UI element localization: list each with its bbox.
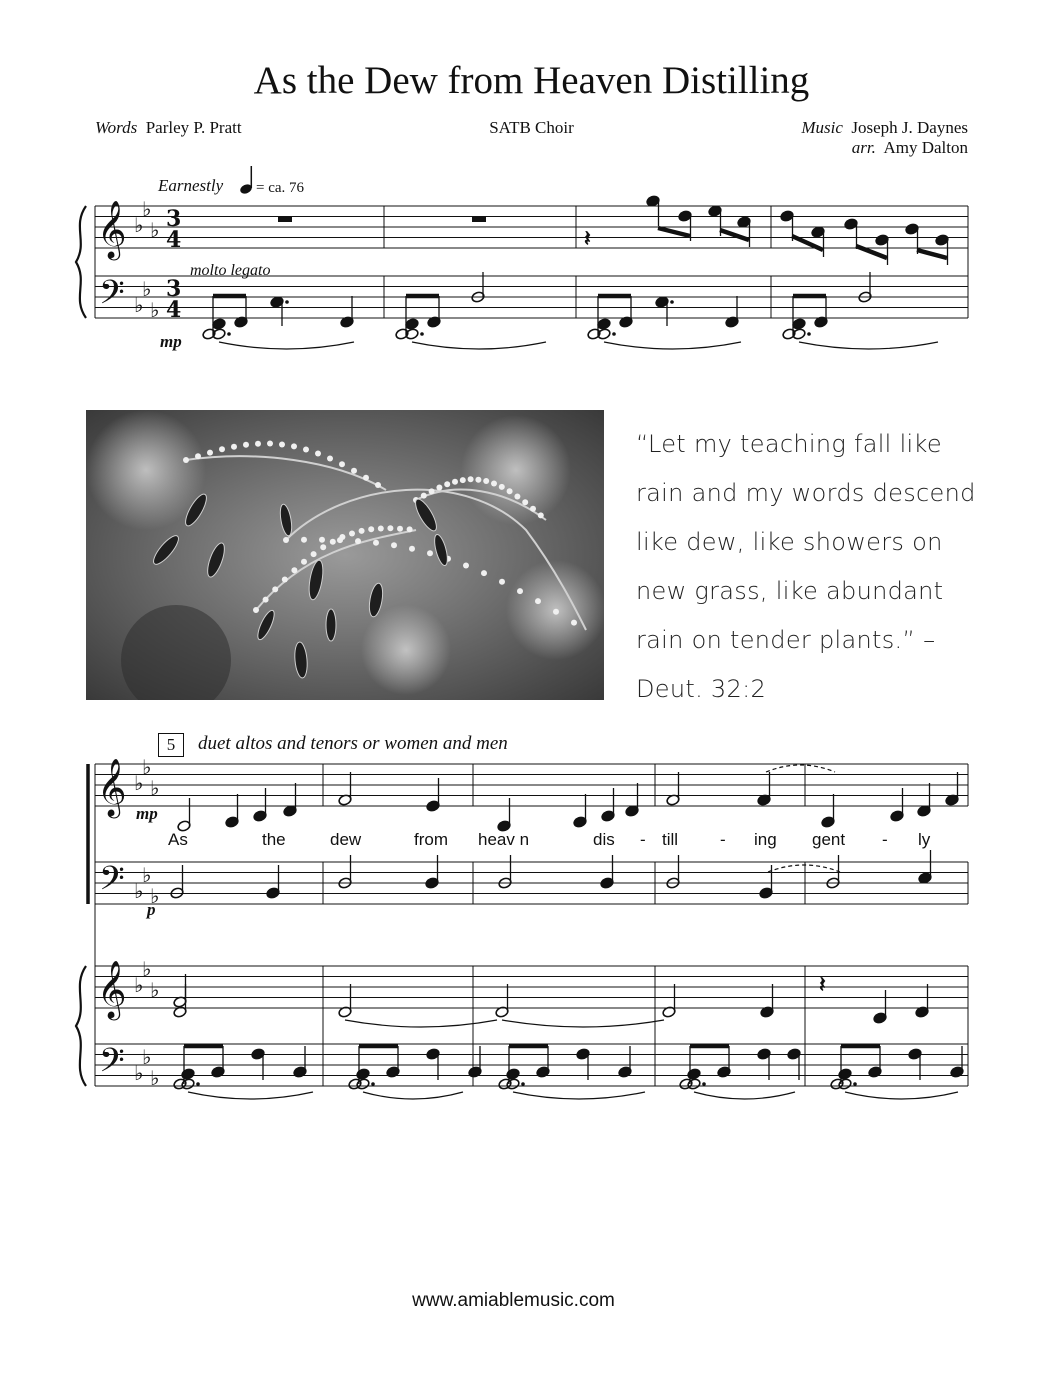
dew-drop — [355, 538, 361, 544]
note-head — [405, 328, 419, 340]
tie — [502, 1020, 664, 1027]
dynamic-mp: mp — [160, 332, 182, 351]
lyric-syllable: ing — [754, 830, 777, 849]
note-beam — [917, 250, 947, 258]
dew-drop — [315, 451, 321, 457]
note-head — [181, 1068, 195, 1080]
dew-drop — [327, 456, 333, 462]
dew-drop — [452, 479, 458, 485]
quarter-rest: 𝄽 — [584, 226, 591, 252]
scripture-quote — [636, 420, 986, 714]
augmentation-dot — [853, 1082, 857, 1086]
augmentation-dot — [521, 1082, 525, 1086]
dew-drop — [363, 475, 369, 481]
dew-drop — [183, 457, 189, 463]
note-head — [597, 328, 611, 340]
dew-drop — [303, 447, 309, 453]
flat-sign-icon: ♭ — [150, 218, 160, 242]
tie — [845, 1092, 958, 1099]
dew-drop — [263, 597, 269, 603]
flat-sign-icon: ♭ — [134, 213, 144, 237]
note-head — [792, 318, 806, 330]
lyric-syllable: dew — [330, 830, 362, 849]
note-head — [212, 328, 226, 340]
dew-drop — [421, 493, 427, 499]
music-label: Music — [801, 118, 843, 137]
lyric-syllable: heav n — [478, 830, 530, 849]
note-beam — [658, 228, 690, 236]
dew-drop — [436, 485, 442, 491]
dew-drop — [291, 567, 297, 573]
dew-drop — [311, 551, 317, 557]
dew-grass-photo — [86, 410, 604, 700]
augmentation-dot — [227, 332, 231, 336]
expression-marking: molto legato — [190, 262, 271, 279]
tie — [345, 1020, 497, 1027]
words-author: Parley P. Pratt — [145, 118, 242, 137]
tie — [412, 342, 546, 349]
quote-line: rain on tender plants.” – — [636, 626, 936, 654]
dew-drop — [463, 563, 469, 569]
flat-sign-icon: ♭ — [134, 1061, 144, 1085]
dew-drop — [444, 481, 450, 487]
dew-drop — [491, 481, 497, 487]
flat-sign-icon: ♭ — [150, 1066, 160, 1090]
words-label: Words — [95, 118, 138, 137]
lyric-syllable: till — [662, 830, 679, 849]
dew-drop — [267, 441, 273, 447]
performance-instruction: duet altos and tenors or women and men — [198, 733, 508, 754]
dew-drop — [319, 537, 325, 543]
dew-drop — [468, 476, 474, 482]
treble-clef-icon: 𝄞 — [97, 758, 127, 816]
tie — [513, 1092, 645, 1099]
flat-sign-icon: ♭ — [134, 293, 144, 317]
brace-icon — [76, 206, 86, 318]
dew-drop — [391, 542, 397, 548]
dew-drop — [231, 444, 237, 450]
dew-drop — [330, 539, 336, 545]
dew-drop — [517, 588, 523, 594]
flat-sign-icon: ♭ — [134, 771, 144, 795]
lyric-syllable: gent — [812, 830, 846, 849]
augmentation-dot — [196, 1082, 200, 1086]
augmentation-dot — [285, 300, 289, 304]
flat-sign-icon: ♭ — [150, 776, 160, 800]
dew-drop — [339, 534, 345, 540]
note-head — [212, 318, 226, 330]
flat-sign-icon: ♭ — [142, 1045, 152, 1069]
dew-drop — [378, 526, 384, 532]
dew-drop — [481, 570, 487, 576]
treble-clef-icon: 𝄞 — [97, 960, 127, 1018]
dew-drop — [571, 620, 577, 626]
tie — [694, 1092, 795, 1099]
dew-drop — [397, 526, 403, 532]
flat-sign-icon: ♭ — [150, 884, 160, 908]
flat-sign-icon: ♭ — [142, 277, 152, 301]
dew-drop — [195, 453, 201, 459]
dew-drop — [553, 609, 559, 615]
dew-drop — [255, 441, 261, 447]
time-signature-denominator: 4 — [166, 297, 182, 323]
arr-author: Amy Dalton — [883, 138, 968, 157]
lyric-syllable: As — [168, 830, 188, 849]
time-signature-numerator: 3 — [166, 206, 182, 232]
tie — [219, 342, 354, 349]
dew-drop — [349, 531, 355, 537]
quote-line: new grass, like abundant — [636, 577, 944, 605]
lyric-syllable: the — [262, 830, 286, 849]
dew-drop — [219, 446, 225, 452]
dew-drop — [351, 468, 357, 474]
whole-rest — [278, 217, 292, 222]
dew-drop — [387, 525, 393, 531]
dew-drop — [460, 477, 466, 483]
voicing-label: SATB Choir — [489, 118, 574, 137]
flat-sign-icon: ♭ — [142, 755, 152, 779]
flat-sign-icon: ♭ — [142, 863, 152, 887]
flat-sign-icon: ♭ — [134, 973, 144, 997]
dew-drop — [530, 506, 536, 512]
note-head — [356, 1068, 370, 1080]
bass-clef-icon: 𝄢 — [99, 860, 125, 906]
note-head — [838, 1068, 852, 1080]
tie — [604, 342, 741, 349]
augmentation-dot — [702, 1082, 706, 1086]
flat-sign-icon: ♭ — [150, 978, 160, 1002]
music-author: Joseph J. Daynes — [851, 118, 968, 137]
quote-line: “Let my teaching fall like — [636, 430, 942, 458]
augmentation-dot — [612, 332, 616, 336]
quote-line: rain and my words descend — [636, 479, 976, 507]
note-head — [687, 1068, 701, 1080]
flat-sign-icon: ♭ — [150, 298, 160, 322]
dew-drop — [291, 443, 297, 449]
lyric-syllable: ly — [918, 830, 931, 849]
tie — [768, 865, 840, 872]
augmentation-dot — [371, 1082, 375, 1086]
dew-drop — [359, 528, 365, 534]
time-signature-denominator: 4 — [166, 227, 182, 253]
dew-drop — [535, 598, 541, 604]
dew-drop — [409, 546, 415, 552]
treble-clef-icon: 𝄞 — [97, 200, 127, 258]
dew-drop — [407, 526, 413, 532]
lyric-syllable: dis — [593, 830, 615, 849]
dew-drop — [368, 526, 374, 532]
lyric-syllable: - — [640, 830, 646, 849]
dew-drop — [243, 442, 249, 448]
dew-drop — [427, 550, 433, 556]
dew-drop — [499, 579, 505, 585]
tie — [363, 1092, 463, 1099]
augmentation-dot — [420, 332, 424, 336]
website-link[interactable]: www.amiablemusic.com — [412, 1290, 615, 1311]
quote-line: like dew, like showers on — [636, 528, 943, 556]
note-head — [597, 318, 611, 330]
tempo-value: = ca. 76 — [256, 180, 305, 196]
bass-clef-icon: 𝄢 — [99, 1042, 125, 1088]
time-signature-numerator: 3 — [166, 276, 182, 302]
measure-number: 5 — [158, 733, 184, 757]
tie — [766, 765, 835, 772]
note-head — [506, 1068, 520, 1080]
dew-drop — [514, 494, 520, 500]
dew-drop — [429, 488, 435, 494]
note-head — [792, 328, 806, 340]
flat-sign-icon: ♭ — [134, 879, 144, 903]
dynamic-p: p — [147, 900, 156, 919]
tempo-marking: Earnestly — [158, 176, 224, 195]
dew-drop — [283, 537, 289, 543]
flat-sign-icon: ♭ — [142, 197, 152, 221]
quarter-rest: 𝄽 — [819, 972, 826, 998]
flat-sign-icon: ♭ — [142, 957, 152, 981]
dew-drop — [301, 537, 307, 543]
dew-drop — [279, 442, 285, 448]
dew-drop — [339, 461, 345, 467]
dew-drop — [538, 512, 544, 518]
brace-icon — [76, 966, 86, 1086]
lyric-syllable: from — [414, 830, 448, 849]
tie — [799, 342, 938, 349]
dew-drop — [301, 559, 307, 565]
arr-label: arr. — [851, 138, 876, 157]
dew-drop — [253, 607, 259, 613]
lyric-syllable: - — [882, 830, 888, 849]
augmentation-dot — [807, 332, 811, 336]
dew-drop — [282, 577, 288, 583]
dynamic-mp: mp — [136, 804, 158, 823]
lyric-syllable: - — [720, 830, 726, 849]
dew-drop — [475, 477, 481, 483]
dew-drop — [272, 586, 278, 592]
dew-drop — [483, 478, 489, 484]
note-head — [405, 318, 419, 330]
dew-drop — [373, 540, 379, 546]
dew-drop — [522, 499, 528, 505]
dew-drop — [499, 484, 505, 490]
quote-line: Deut. 32:2 — [636, 675, 767, 703]
page-title: As the Dew from Heaven Distilling — [253, 59, 810, 102]
whole-rest — [472, 217, 486, 222]
dew-drop — [375, 482, 381, 488]
note-beam — [720, 230, 749, 240]
augmentation-dot — [670, 300, 674, 304]
dew-drop — [207, 450, 213, 456]
tie — [188, 1092, 313, 1099]
bass-clef-icon: 𝄢 — [99, 274, 125, 320]
dew-drop — [507, 488, 513, 494]
dew-drop — [320, 544, 326, 550]
